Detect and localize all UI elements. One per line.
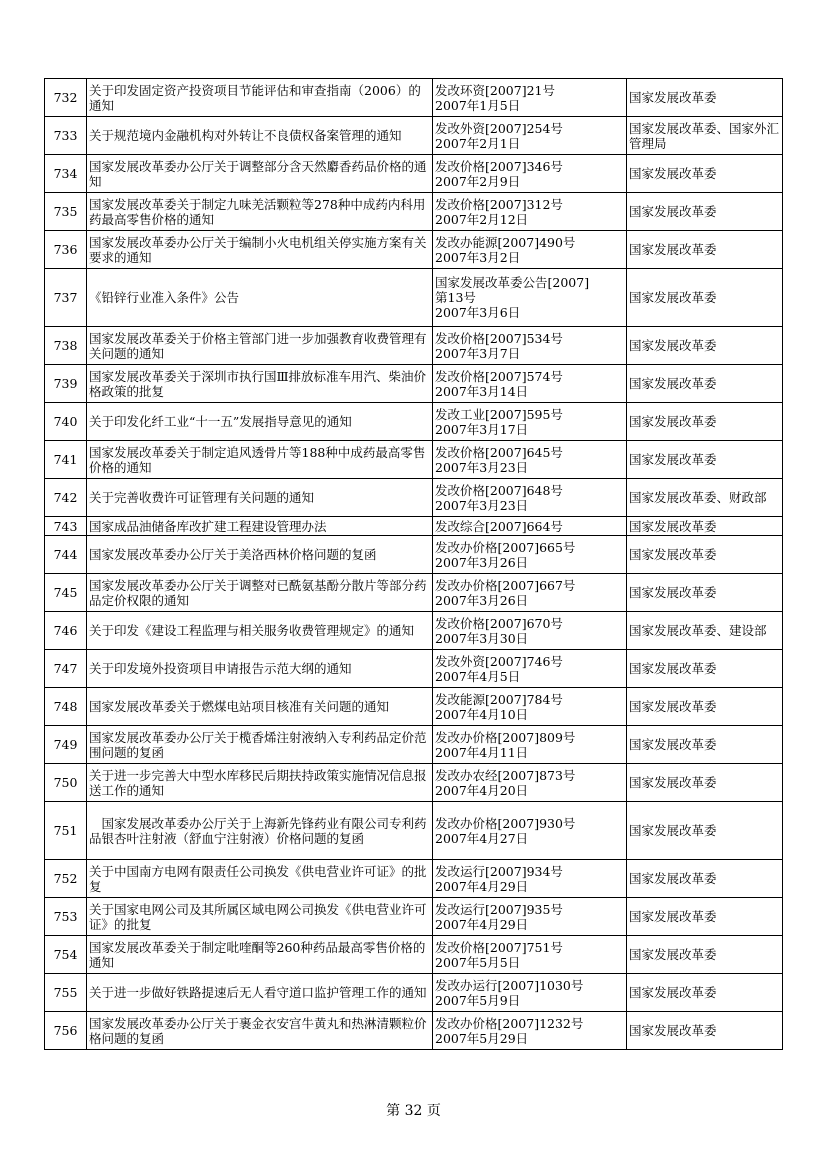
- row-number: 744: [45, 536, 87, 574]
- issuing-organization: 国家发展改革委: [627, 974, 783, 1012]
- table-row: [45, 193, 783, 231]
- issuing-organization: 国家发展改革委、建设部: [627, 612, 783, 650]
- issue-date: 2007年5月29日: [435, 1030, 529, 1046]
- table-row: [45, 327, 783, 365]
- document-title: 国家发展改革委关于制定九味羌活颗粒等278种中成药内科用药最高零售价格的通知: [87, 193, 433, 231]
- issue-date: 2007年4月11日: [435, 744, 529, 760]
- row-number: 742: [45, 479, 87, 517]
- issuing-organization: 国家发展改革委、国家外汇管理局: [627, 117, 783, 155]
- issue-date: 2007年3月26日: [435, 554, 529, 570]
- document-title: 国家发展改革委办公厅关于上海新先锋药业有限公司专利药品银杏叶注射液（舒血宁注射液）价格问题的复函: [87, 802, 433, 860]
- row-number: 755: [45, 974, 87, 1012]
- document-number-date: [433, 441, 627, 479]
- document-title: 关于印发《建设工程监理与相关服务收费管理规定》的通知: [87, 612, 433, 650]
- issuing-organization: 国家发展改革委: [627, 802, 783, 860]
- table-row: [45, 974, 783, 1012]
- document-title: 关于进一步完善大中型水库移民后期扶持政策实施情况信息报送工作的通知: [87, 764, 433, 802]
- document-title: 关于印发化纤工业“十一五”发展指导意见的通知: [87, 403, 433, 441]
- document-number-date: [433, 650, 627, 688]
- row-number: 735: [45, 193, 87, 231]
- document-title: 关于印发境外投资项目申请报告示范大纲的通知: [87, 650, 433, 688]
- row-number: 750: [45, 764, 87, 802]
- issuing-organization: 国家发展改革委: [627, 365, 783, 403]
- table-row: [45, 517, 783, 536]
- row-number: 740: [45, 403, 87, 441]
- row-number: 751: [45, 802, 87, 860]
- document-number-date: [433, 231, 627, 269]
- document-number-date: [433, 612, 627, 650]
- document-title: 国家发展改革委关于深圳市执行国Ⅲ排放标准车用汽、柴油价格政策的批复: [87, 365, 433, 403]
- document-number: 发改办价格[2007]667号: [435, 577, 576, 593]
- row-number: 738: [45, 327, 87, 365]
- document-number-date: [433, 802, 627, 860]
- row-number: 737: [45, 269, 87, 327]
- document-title: 关于规范境内金融机构对外转让不良债权备案管理的通知: [87, 117, 433, 155]
- document-title: 国家发展改革委关于制定追风透骨片等188种中成药最高零售价格的通知: [87, 441, 433, 479]
- row-number: 756: [45, 1012, 87, 1050]
- row-number: 736: [45, 231, 87, 269]
- issuing-organization: 国家发展改革委: [627, 688, 783, 726]
- issuing-organization: 国家发展改革委: [627, 403, 783, 441]
- document-title: 国家发展改革委关于制定吡喹酮等260种药品最高零售价格的通知: [87, 936, 433, 974]
- issue-date: 2007年4月5日: [435, 668, 521, 684]
- document-table: [44, 78, 783, 1050]
- document-number: 发改办价格[2007]1232号: [435, 1015, 584, 1031]
- document-number-date: [433, 269, 627, 327]
- document-number-date: [433, 479, 627, 517]
- issuing-organization: 国家发展改革委: [627, 574, 783, 612]
- table-row: [45, 574, 783, 612]
- issuing-organization: 国家发展改革委: [627, 764, 783, 802]
- issuing-organization: 国家发展改革委: [627, 269, 783, 327]
- issuing-organization: 国家发展改革委: [627, 936, 783, 974]
- document-number: 发改运行[2007]935号: [435, 901, 563, 917]
- row-number: 743: [45, 517, 87, 536]
- document-title: 《铅锌行业准入条件》公告: [87, 269, 433, 327]
- document-number: 发改办农经[2007]873号: [435, 767, 576, 783]
- row-number: 739: [45, 365, 87, 403]
- issue-date: 2007年3月26日: [435, 592, 529, 608]
- document-number-date: [433, 1012, 627, 1050]
- table-row: [45, 231, 783, 269]
- issuing-organization: 国家发展改革委: [627, 193, 783, 231]
- issue-date: 2007年3月6日: [435, 305, 521, 320]
- row-number: 746: [45, 612, 87, 650]
- document-title: 关于完善收费许可证管理有关问题的通知: [87, 479, 433, 517]
- document-number-date: [433, 327, 627, 365]
- issuing-organization: 国家发展改革委: [627, 726, 783, 764]
- document-number-date: [433, 79, 627, 117]
- document-number: 发改环资[2007]21号: [435, 82, 555, 98]
- table-row: [45, 650, 783, 688]
- document-title: 国家发展改革委办公厅关于美洛西林价格问题的复函: [87, 536, 433, 574]
- issue-date: 2007年2月9日: [435, 173, 521, 189]
- table-row: [45, 1012, 783, 1050]
- issuing-organization: 国家发展改革委: [627, 898, 783, 936]
- document-title: 关于进一步做好铁路提速后无人看守道口监护管理工作的通知: [87, 974, 433, 1012]
- document-title: 国家成品油储备库改扩建工程建设管理办法: [87, 517, 433, 536]
- table-row: [45, 726, 783, 764]
- document-number: 发改价格[2007]534号: [435, 330, 563, 346]
- document-number: 发改价格[2007]648号: [435, 482, 563, 498]
- issuing-organization: 国家发展改革委: [627, 517, 783, 536]
- row-number: 733: [45, 117, 87, 155]
- document-number: 发改价格[2007]645号: [435, 444, 563, 460]
- document-number-date: [433, 117, 627, 155]
- row-number: 734: [45, 155, 87, 193]
- table-row: [45, 403, 783, 441]
- table-row: [45, 269, 783, 327]
- issue-date: 2007年1月5日: [435, 97, 521, 113]
- document-number: 发改能源[2007]784号: [435, 691, 563, 707]
- row-number: 745: [45, 574, 87, 612]
- document-title: 国家发展改革委办公厅关于裹金衣安宫牛黄丸和热淋清颗粒价格问题的复函: [87, 1012, 433, 1050]
- issue-date: 2007年2月12日: [435, 211, 529, 227]
- document-number: 发改价格[2007]346号: [435, 158, 563, 174]
- issue-date: 2007年2月1日: [435, 135, 521, 151]
- document-number-date: [433, 860, 627, 898]
- document-number-date: [433, 517, 627, 536]
- table-row: [45, 365, 783, 403]
- issuing-organization: 国家发展改革委: [627, 860, 783, 898]
- row-number: 752: [45, 860, 87, 898]
- table-row: [45, 79, 783, 117]
- document-number: 第13号: [435, 290, 476, 305]
- document-number-date: [433, 898, 627, 936]
- row-number: 754: [45, 936, 87, 974]
- table-row: [45, 479, 783, 517]
- document-title: 国家发展改革委办公厅关于榄香烯注射液纳入专利药品定价范围问题的复函: [87, 726, 433, 764]
- issue-date: 2007年3月7日: [435, 345, 521, 361]
- issuing-organization: 国家发展改革委: [627, 231, 783, 269]
- document-number-date: [433, 403, 627, 441]
- table-body: [45, 79, 783, 1050]
- document-number: 发改价格[2007]670号: [435, 615, 563, 631]
- issue-date: 2007年5月9日: [435, 992, 521, 1008]
- document-number-date: [433, 764, 627, 802]
- document-number-date: [433, 688, 627, 726]
- issue-date: 2007年4月29日: [435, 916, 529, 932]
- document-number-date: [433, 936, 627, 974]
- document-title: 关于印发固定资产投资项目节能评估和审查指南（2006）的通知: [87, 79, 433, 117]
- document-number-date: [433, 193, 627, 231]
- issue-date: 2007年3月14日: [435, 383, 529, 399]
- table-row: [45, 860, 783, 898]
- issue-date: 2007年4月10日: [435, 706, 529, 722]
- document-number: 发改价格[2007]574号: [435, 368, 563, 384]
- issue-date: 2007年3月2日: [435, 249, 521, 265]
- table-row: [45, 802, 783, 860]
- table-row: [45, 612, 783, 650]
- issuing-organization: 国家发展改革委: [627, 155, 783, 193]
- row-number: 753: [45, 898, 87, 936]
- document-title: 关于国家电网公司及其所属区域电网公司换发《供电营业许可证》的批复: [87, 898, 433, 936]
- issuing-organization: 国家发展改革委、财政部: [627, 479, 783, 517]
- issuing-organization: 国家发展改革委: [627, 79, 783, 117]
- document-number: 发改办价格[2007]665号: [435, 539, 576, 555]
- issue-date: 2007年4月20日: [435, 782, 529, 798]
- row-number: 747: [45, 650, 87, 688]
- table-row: [45, 898, 783, 936]
- table-row: [45, 536, 783, 574]
- document-number: 发改价格[2007]312号: [435, 196, 563, 212]
- issuing-organization: 国家发展改革委: [627, 441, 783, 479]
- document-title: 国家发展改革委办公厅关于调整对已酰氨基酚分散片等部分药品定价权限的通知: [87, 574, 433, 612]
- issuing-organization: 国家发展改革委: [627, 1012, 783, 1050]
- document-number: 发改外资[2007]746号: [435, 653, 563, 669]
- row-number: 749: [45, 726, 87, 764]
- document-number: 发改办价格[2007]930号: [435, 815, 576, 831]
- table-row: [45, 117, 783, 155]
- document-number: 发改综合[2007]664号: [435, 518, 563, 534]
- document-number: 发改价格[2007]751号: [435, 939, 563, 955]
- table-row: [45, 688, 783, 726]
- issue-date: 2007年4月27日: [435, 830, 529, 846]
- document-number-date: [433, 574, 627, 612]
- document-title: 国家发展改革委办公厅关于编制小火电机组关停实施方案有关要求的通知: [87, 231, 433, 269]
- document-number: 发改办价格[2007]809号: [435, 729, 576, 745]
- issuing-organization: 国家发展改革委: [627, 327, 783, 365]
- document-number: 发改办能源[2007]490号: [435, 234, 576, 250]
- issue-date: 2007年3月23日: [435, 497, 529, 513]
- table-row: [45, 441, 783, 479]
- page-footer: 第 32 页: [386, 1103, 441, 1119]
- row-number: 741: [45, 441, 87, 479]
- document-number: 发改办运行[2007]1030号: [435, 977, 584, 993]
- table-row: [45, 764, 783, 802]
- document-number: 发改外资[2007]254号: [435, 120, 563, 136]
- document-number-date: [433, 365, 627, 403]
- table-row: [45, 936, 783, 974]
- document-number: 国家发展改革委公告[2007]: [435, 275, 590, 290]
- row-number: 748: [45, 688, 87, 726]
- table-row: [45, 155, 783, 193]
- issue-date: 2007年5月5日: [435, 954, 521, 970]
- document-title: 国家发展改革委关于燃煤电站项目核准有关问题的通知: [87, 688, 433, 726]
- issuing-organization: 国家发展改革委: [627, 536, 783, 574]
- document-number-date: [433, 155, 627, 193]
- issue-date: 2007年3月23日: [435, 459, 529, 475]
- document-number-date: [433, 974, 627, 1012]
- document-number: 发改工业[2007]595号: [435, 406, 563, 422]
- document-title: 国家发展改革委办公厅关于调整部分含天然麝香药品价格的通知: [87, 155, 433, 193]
- issue-date: 2007年3月17日: [435, 421, 529, 437]
- issuing-organization: 国家发展改革委: [627, 650, 783, 688]
- document-number: 发改运行[2007]934号: [435, 863, 563, 879]
- issue-date: 2007年3月30日: [435, 630, 529, 646]
- row-number: 732: [45, 79, 87, 117]
- document-number-date: [433, 726, 627, 764]
- document-number-date: [433, 536, 627, 574]
- document-title: 国家发展改革委关于价格主管部门进一步加强教育收费管理有关问题的通知: [87, 327, 433, 365]
- issue-date: 2007年4月29日: [435, 878, 529, 894]
- document-title: 关于中国南方电网有限责任公司换发《供电营业许可证》的批复: [87, 860, 433, 898]
